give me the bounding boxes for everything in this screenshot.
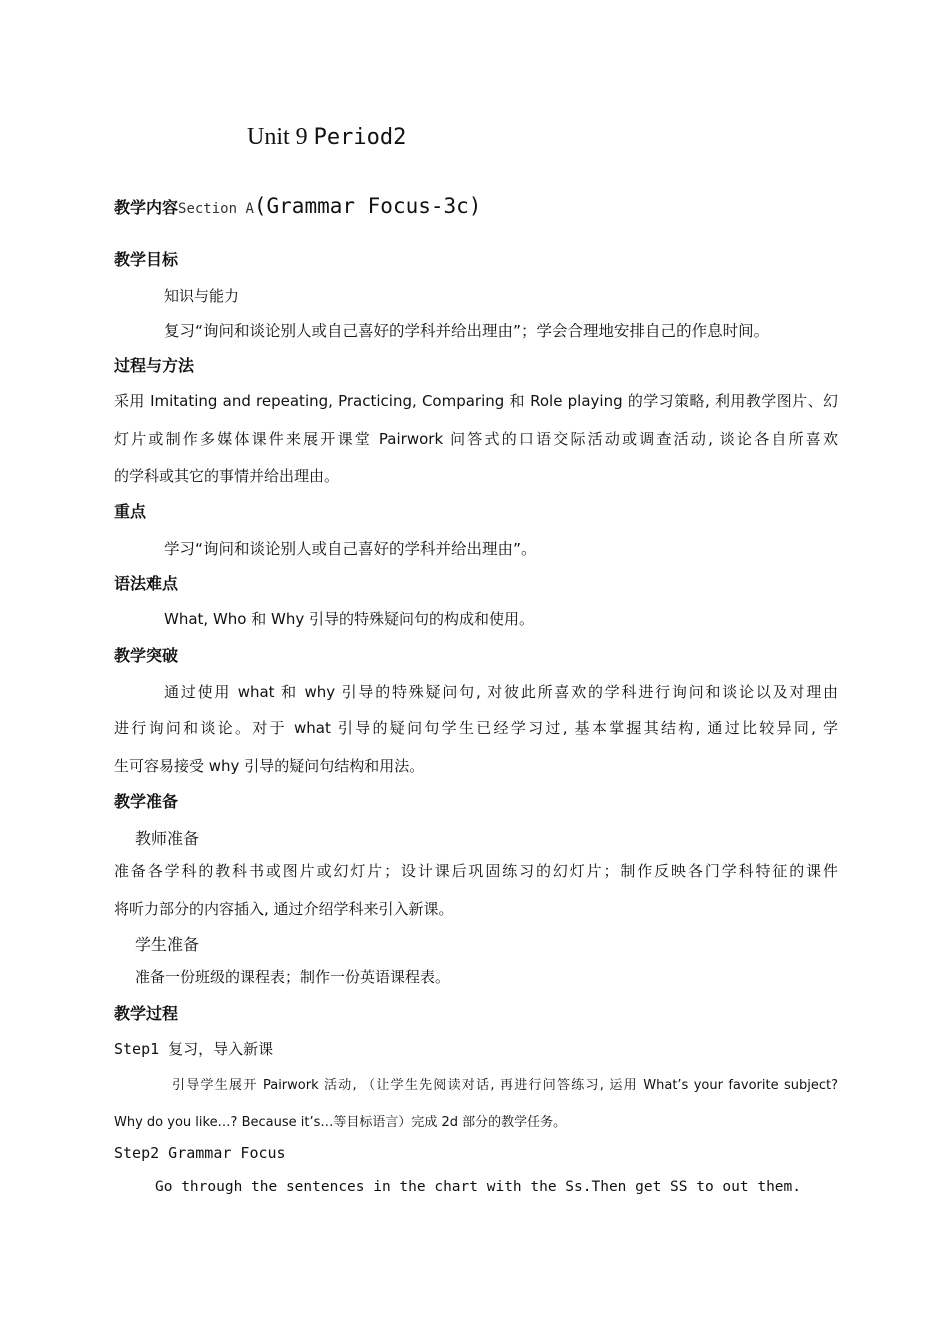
goals-sub: 知识与能力 (164, 287, 240, 305)
breakthrough-line-1: 通过使用 what 和 why 引导的特殊疑问句, 对彼此所喜欢的学科进行询问和谈论以及对理由 (164, 683, 838, 701)
content-label: 教学内容 (114, 198, 179, 217)
content-section: Section A (178, 201, 254, 217)
method-line-1: 采用 Imitating and repeating, Practicing, Comparing 和 Role playing 的学习策略, 利用教学图片、幻 (114, 392, 838, 410)
goals-heading: 教学目标 (114, 250, 179, 269)
method-heading: 过程与方法 (114, 356, 195, 375)
key-text: 学习“询问和谈论别人或自己喜好的学科并给出理由”。 (164, 540, 537, 558)
breakthrough-heading: 教学突破 (114, 646, 179, 665)
content-focus: (Grammar Focus-3c) (253, 194, 482, 218)
title-period: Period2 (313, 125, 407, 150)
breakthrough-line-2: 进行询问和谈论。对于 what 引导的疑问句学生已经学习过, 基本掌握其结构, 通过比较异同, 学 (114, 719, 838, 737)
prep-teacher-label: 教师准备 (135, 829, 200, 848)
breakthrough-line-3: 生可容易接受 why 引导的疑问句结构和用法。 (114, 757, 425, 775)
content-heading (114, 194, 481, 218)
step2-text: Go through the sentences in the chart with the Ss.Then get SS to out them. (155, 1179, 802, 1195)
method-line-2: 灯片或制作多媒体课件来展开课堂 Pairwork 问答式的口语交际活动或调查活动, 谈论各自所喜欢 (114, 430, 838, 448)
prep-student-text: 准备一份班级的课程表；制作一份英语课程表。 (135, 968, 451, 986)
grammar-heading: 语法难点 (114, 574, 179, 593)
title-unit: Unit 9 (247, 124, 308, 150)
prep-heading: 教学准备 (114, 792, 179, 811)
prep-teacher-line-2: 将听力部分的内容插入, 通过介绍学科来引入新课。 (114, 900, 454, 918)
goals-text: 复习“询问和谈论别人或自己喜好的学科并给出理由”；学会合理地安排自己的作息时间。 (164, 322, 770, 340)
step1-title: Step1 复习，导入新课 (114, 1040, 274, 1058)
step1-line-1: 引导学生展开 Pairwork 活动, （让学生先阅读对话, 再进行问答练习, 运用 What’s your favorite subject? (172, 1078, 838, 1093)
prep-student-label: 学生准备 (135, 935, 200, 954)
page-title (247, 124, 406, 151)
method-line-3: 的学科或其它的事情并给出理由。 (114, 467, 340, 485)
step1-line-2: Why do you like…? Because it’s…等目标语言）完成 2d 部分的教学任务。 (114, 1115, 567, 1130)
step2-title: Step2 Grammar Focus (114, 1144, 286, 1162)
prep-teacher-line-1: 准备各学科的教科书或图片或幻灯片；设计课后巩固练习的幻灯片；制作反映各门学科特征的课件 (114, 862, 838, 880)
grammar-text: What, Who 和 Why 引导的特殊疑问句的构成和使用。 (164, 610, 534, 628)
process-heading: 教学过程 (114, 1004, 179, 1023)
key-heading: 重点 (114, 502, 147, 521)
